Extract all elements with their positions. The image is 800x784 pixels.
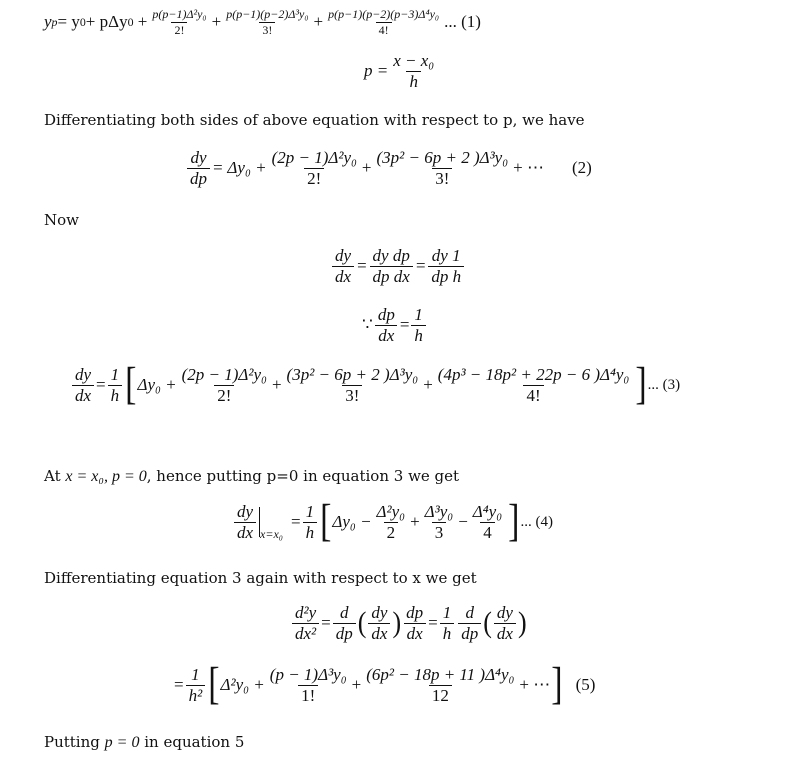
eq1-fraction-1: $\frac{\text{p(p−1)Δ²y₀}}{2!}$	[152, 7, 207, 37]
eq1-lhs: y	[44, 12, 52, 32]
eq4-label: ... (4)	[520, 513, 553, 530]
paragraph-differentiating-p: Differentiating both sides of above equation with respect to p, we have	[44, 111, 585, 129]
eq1-term2: + pΔy	[85, 12, 128, 32]
eq2-lhs: $\frac{dy}{dp}$	[187, 149, 210, 188]
equation-3: $\frac{dy}{dx}$ = $\frac{1}{h}$ [ Δy₀ + $\frac{\text{(2p − 1)Δ²y₀}}{2!}$ + $\frac{\text{(3p² − 6p + 2 )Δ³y₀}}{3!}$ + $\frac{\text{(4p³ − 18p² + 22p − 6 )Δ⁴y₀}}{4!}$ ] ... (3)	[70, 365, 680, 405]
paragraph-differentiating-x: Differentiating equation 3 again with respect to x we get	[44, 569, 477, 587]
eq1-fraction-3: $\frac{\text{p(p−1)(p−2)(p−3)Δ⁴y₀}}{4!}$	[328, 7, 440, 37]
eq1-fraction-2: $\frac{\text{p(p−1)(p−2)Δ³y₀}}{3!}$	[226, 7, 309, 37]
eq2-fraction-1: $\frac{\text{(2p − 1)Δ²y₀}}{2!}$	[271, 148, 357, 188]
eq1-rhs-start: = y	[57, 12, 80, 32]
paragraph-now: Now	[44, 211, 79, 229]
p-definition: p = $\frac{\text{x − x₀}}{h}$	[364, 52, 439, 91]
p-definition-fraction: $\frac{\text{x − x₀}}{h}$	[393, 51, 435, 91]
equation-4: $\frac{dy}{dx}$ x=x₀ = $\frac{1}{h}$ [ Δy₀ − $\frac{\text{Δ²y₀}}{2}$ + $\frac{\text{Δ³y₀}}{3}$ − $\frac{\text{Δ⁴y₀}}{4}$ ] ... (4)	[232, 502, 553, 542]
eq3-fraction-3: $\frac{\text{(4p³ − 18p² + 22p − 6 )Δ⁴y₀}}{4!}$	[437, 365, 630, 405]
eq3-label: ... (3)	[647, 376, 681, 393]
equation-5: = $\frac{1}{\text{h²}}$ [ Δ²y₀ + $\frac{\text{(p − 1)Δ³y₀}}{1!}$ + $\frac{\text{(6p² − 18p + 11 )Δ⁴y₀}}{12}$ + ⋯ ] (5)	[174, 659, 596, 710]
equation-second-derivative: $\frac{\text{d²y}}{\text{dx²}}$ = $\frac{d}{dp}$ ( $\frac{dy}{dx}$ ) $\frac{dp}{dx}$ = $\frac{1}{h}$ $\frac{d}{dp}$ ( $\frac{dy}{dx}$ )	[290, 603, 527, 643]
paragraph-at-x0: At x = x₀, p = 0, hence putting p=0 in equation 3 we get	[44, 467, 460, 485]
equation-chain-rule: $\frac{dy}{dx}$ = $\frac{\text{dy dp}}{\text{dp dx}}$ = $\frac{dy 1}{\text{dp h}}$	[330, 246, 466, 286]
eq5-fraction-2: $\frac{\text{(6p² − 18p + 11 )Δ⁴y₀}}{12}$	[366, 665, 515, 705]
eq3-fraction-2: $\frac{\text{(3p² − 6p + 2 )Δ³y₀}}{3!}$	[286, 365, 419, 405]
eq2-fraction-2: $\frac{\text{(3p² − 6p + 2 )Δ³y₀}}{3!}$	[376, 148, 509, 188]
eq5-fraction-1: $\frac{\text{(p − 1)Δ³y₀}}{1!}$	[269, 665, 347, 705]
paragraph-putting-p0: Putting p = 0 in equation 5	[44, 733, 245, 751]
equation-2: $\frac{dy}{dp}$ = Δy₀ + $\frac{\text{(2p − 1)Δ²y₀}}{2!}$ + $\frac{\text{(3p² − 6p + 2 )Δ³y₀}}{3!}$ + ⋯ (2)	[185, 148, 592, 188]
equation-since: ∵ $\frac{dp}{dx}$ = $\frac{1}{h}$	[362, 306, 428, 345]
eq1-label: ... (1)	[444, 12, 481, 32]
eq5-label: (5)	[575, 675, 596, 695]
eq2-label: (2)	[572, 158, 592, 178]
eq3-fraction-1: $\frac{\text{(2p − 1)Δ²y₀}}{2!}$	[181, 365, 267, 405]
equation-1: y p = y 0 + pΔy 0 + $\frac{\text{p(p−1)Δ²y₀}}{2!}$ + $\frac{\text{p(p−1)(p−2)Δ³y₀}}{3!}$ + $\frac{\text{p(p−1)(p−2)(p−3)Δ⁴y₀}}{4!}$ ... (1)	[44, 7, 481, 37]
